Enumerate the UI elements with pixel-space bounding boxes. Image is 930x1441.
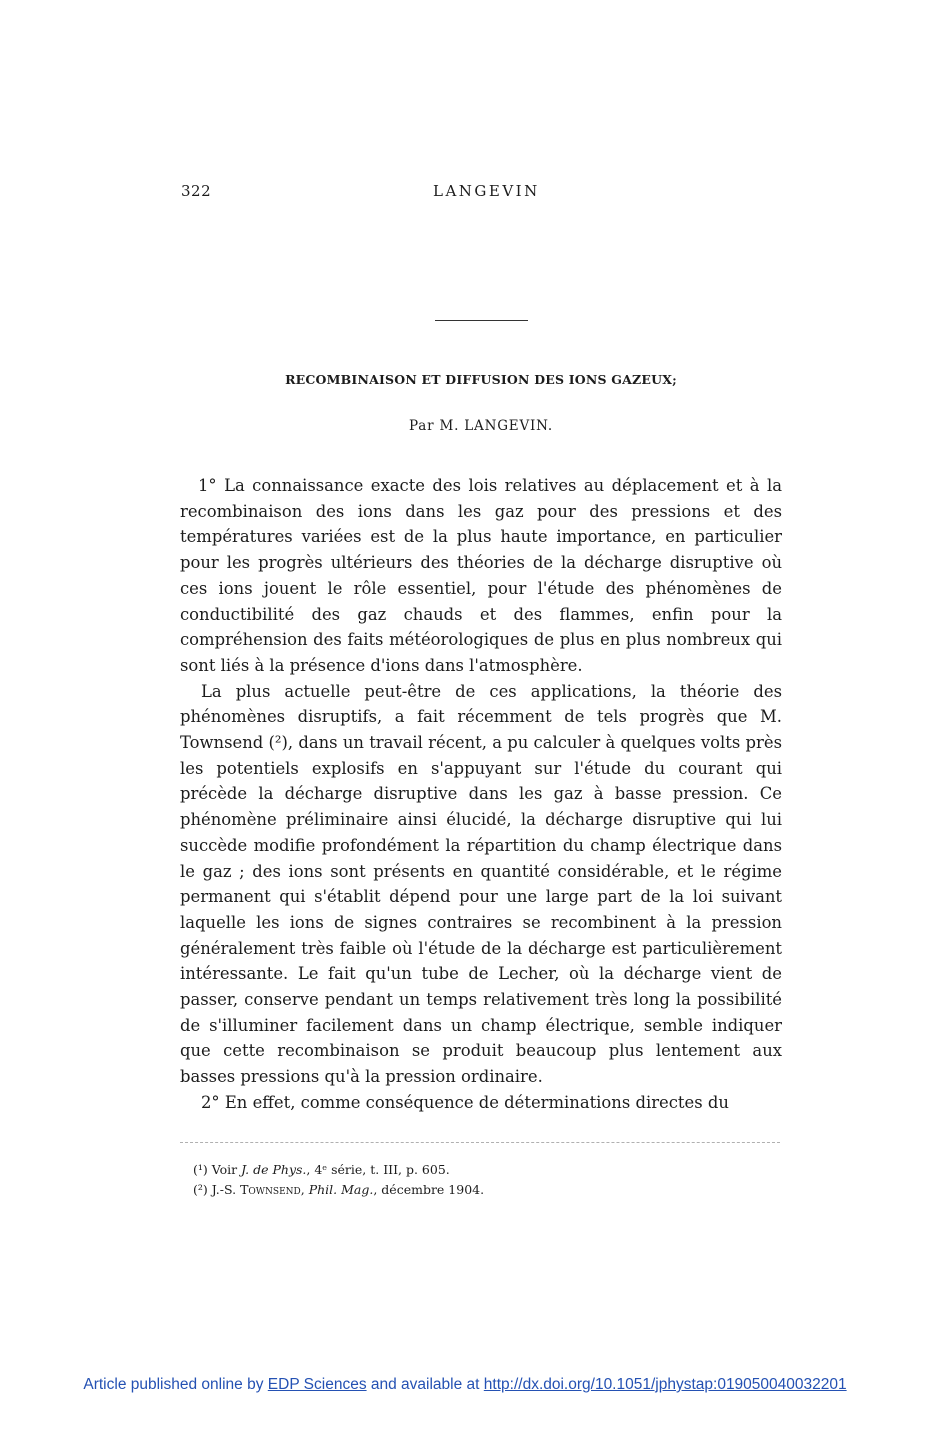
footnote-2-initials: J.-S.	[211, 1182, 237, 1197]
footnote-2: (²) J.-S. Townsend, Phil. Mag., décembre 1904.	[193, 1182, 485, 1197]
article-byline: Par M. LANGEVIN.	[409, 418, 553, 434]
publisher-bar	[0, 1376, 930, 1394]
page-number: 322	[181, 182, 212, 200]
running-head: LANGEVIN	[433, 182, 540, 200]
footnote-1-journal: J. de Phys.	[241, 1162, 307, 1177]
publisher-prefix: Article published online by	[83, 1376, 264, 1393]
publisher-middle: and available at	[370, 1376, 480, 1393]
paragraph-3: 2° En effet, comme conséquence de déterminations directes du	[201, 1092, 729, 1112]
doi-link[interactable]: http://dx.doi.org/10.1051/jphystap:019050040032201	[483, 1376, 847, 1393]
footnote-2-author: Townsend	[240, 1182, 301, 1197]
footnote-separator	[180, 1142, 780, 1143]
publisher-link[interactable]: EDP Sciences	[267, 1376, 367, 1393]
footnote-1-lead: Voir	[211, 1162, 238, 1177]
footnote-1-rest: , 4ᵉ série, t. III, p. 605.	[306, 1162, 450, 1177]
footnote-2-rest: , décembre 1904.	[373, 1182, 485, 1197]
paragraph-2: La plus actuelle peut-être de ces applications, la théorie des phénomènes disruptifs, a fait récemment de tels progrès que M. Townsend (²), dans un travail récent, a pu calculer à quelques volts près les potentiels explosifs en s'appuyant sur l'étude du courant qui précède la décharge disruptive dans les gaz à basse pression. Ce phénomène préliminaire ainsi élucidé, la décharge disruptive qui lui succède modifie profondément la répartition du champ électrique dans le gaz ; des ions sont présents en quantité considérable, et le régime permanent qui s'établit dépend pour une large part de la loi suivant laquelle les ions de signes contraires se recombinent à la pression généralement très faible où l'étude de la décharge est particulièrement intéressante. Le fait qu'un tube de Lecher, où la décharge vient de passer, conserve pendant un temps relativement très long la possibilité de s'illuminer facilement dans un champ électrique, semble indiquer que cette recombinaison se produit beaucoup plus lentement aux basses pressions qu'à la pression ordinaire.	[180, 681, 782, 1087]
footnote-2-mark: (²)	[193, 1182, 208, 1197]
footnote-1	[193, 1160, 484, 1180]
article-title: RECOMBINAISON ET DIFFUSION DES IONS GAZEUX;	[285, 372, 677, 387]
title-rule	[435, 320, 528, 321]
paragraph-1: 1° La connaissance exacte des lois relatives au déplacement et à la recombinaison des ions dans les gaz pour des pressions et des températures variées est de la plus haute importance, en particulier pour les progrès ultérieurs des théories de la décharge disruptive où ces ions jouent le rôle essentiel, pour l'étude des phénomènes de conductibilité des gaz chauds et des flammes, enfin pour la compréhension des faits météorologiques de plus en plus nombreux qui sont liés à la présence d'ions dans l'atmosphère.	[180, 476, 782, 675]
footnotes	[193, 1160, 484, 1200]
article-body	[180, 473, 782, 1116]
footnote-2-journal: Phil. Mag.	[308, 1182, 374, 1197]
footnote-1-mark: (¹)	[193, 1162, 208, 1177]
